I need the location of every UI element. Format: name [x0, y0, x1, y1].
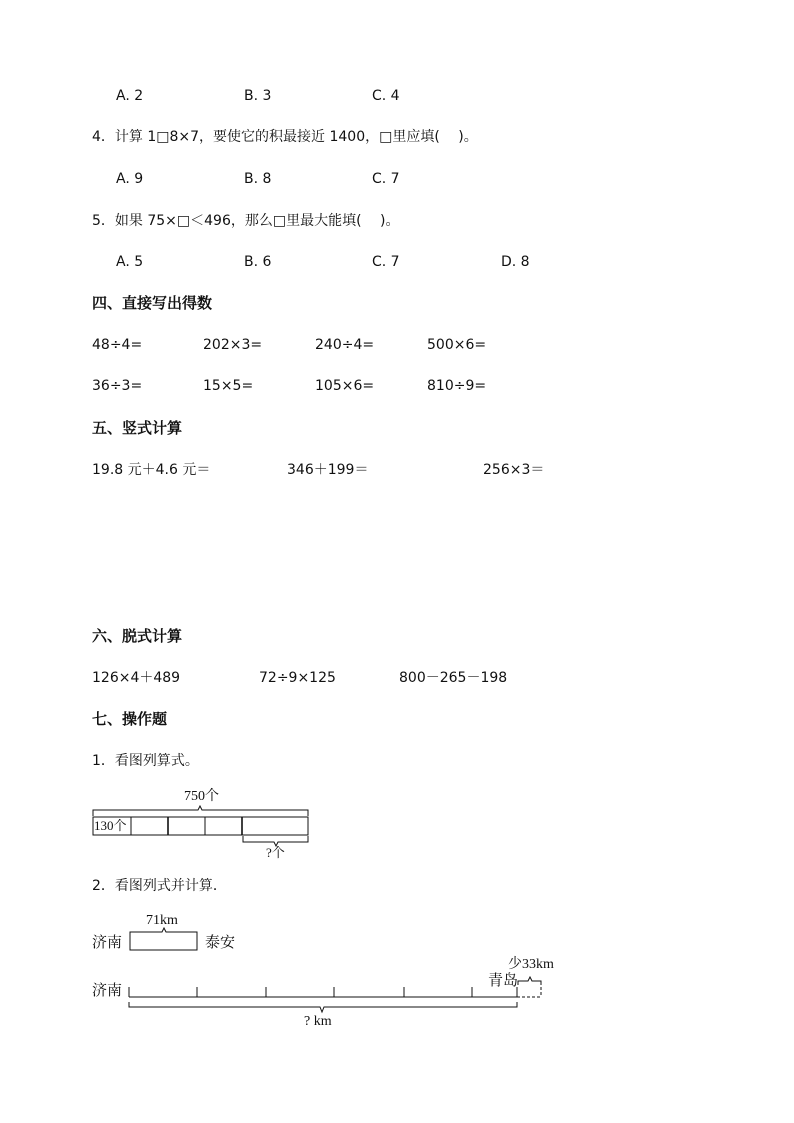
unknown-label: ?个 [266, 845, 285, 860]
less-label: 少33km [508, 957, 554, 972]
segment-label: 71km [146, 913, 178, 928]
section5-item: 346＋199＝ [287, 462, 369, 478]
less-brace [518, 977, 541, 985]
qingdao-label: 青岛 [488, 973, 519, 989]
q3-option-a: A. 2 [116, 88, 144, 104]
section7-q2-stem: 2．看图列式并计算． [92, 878, 227, 894]
jinan-label-2: 济南 [92, 983, 123, 999]
section4-item: 240÷4= [315, 337, 375, 353]
section4-item: 15×5= [203, 378, 254, 394]
q5-stem: 5．如果 75×□＜496，那么□里最大能填( )。 [92, 213, 400, 229]
total-label: 750个 [184, 789, 219, 804]
section4-item: 500×6= [427, 337, 487, 353]
q4-stem: 4．计算 1□8×7，要使它的积最接近 1400，□里应填( )。 [92, 129, 478, 145]
first-segment-label: 130个 [94, 818, 127, 833]
section6-item: 72÷9×125 [259, 670, 336, 686]
q5-option-d: D. 8 [501, 254, 530, 270]
section7-q1-stem: 1．看图列算式。 [92, 753, 199, 769]
section4-item: 36÷3= [92, 378, 143, 394]
section4-heading: 四、直接写出得数 [92, 294, 213, 312]
section6-heading: 六、脱式计算 [92, 627, 183, 645]
taian-label: 泰安 [205, 935, 236, 951]
section6-item: 800－265－198 [399, 670, 508, 686]
unknown-brace [129, 1002, 517, 1012]
section7-heading: 七、操作题 [92, 710, 168, 728]
section5-item: 256×3＝ [483, 462, 545, 478]
q5-option-b: B. 6 [244, 254, 272, 270]
section5-heading: 五、竖式计算 [92, 419, 183, 437]
section5-item: 19.8 元＋4.6 元＝ [92, 462, 211, 478]
q4-option-b: B. 8 [244, 171, 272, 187]
section4-item: 105×6= [315, 378, 375, 394]
q5-option-a: A. 5 [116, 254, 144, 270]
section4-item: 202×3= [203, 337, 263, 353]
section4-item: 48÷4= [92, 337, 143, 353]
q5-option-c: C. 7 [372, 254, 400, 270]
section6-item: 126×4＋489 [92, 670, 181, 686]
jinan-label-1: 济南 [92, 935, 123, 951]
jinan-taian-segment [130, 937, 197, 950]
q3-option-c: C. 4 [372, 88, 400, 104]
section4-item: 810÷9= [427, 378, 487, 394]
distance-unknown-label: ? km [304, 1014, 332, 1029]
q3-option-b: B. 3 [244, 88, 272, 104]
q4-option-c: C. 7 [372, 171, 400, 187]
q4-option-a: A. 9 [116, 171, 144, 187]
